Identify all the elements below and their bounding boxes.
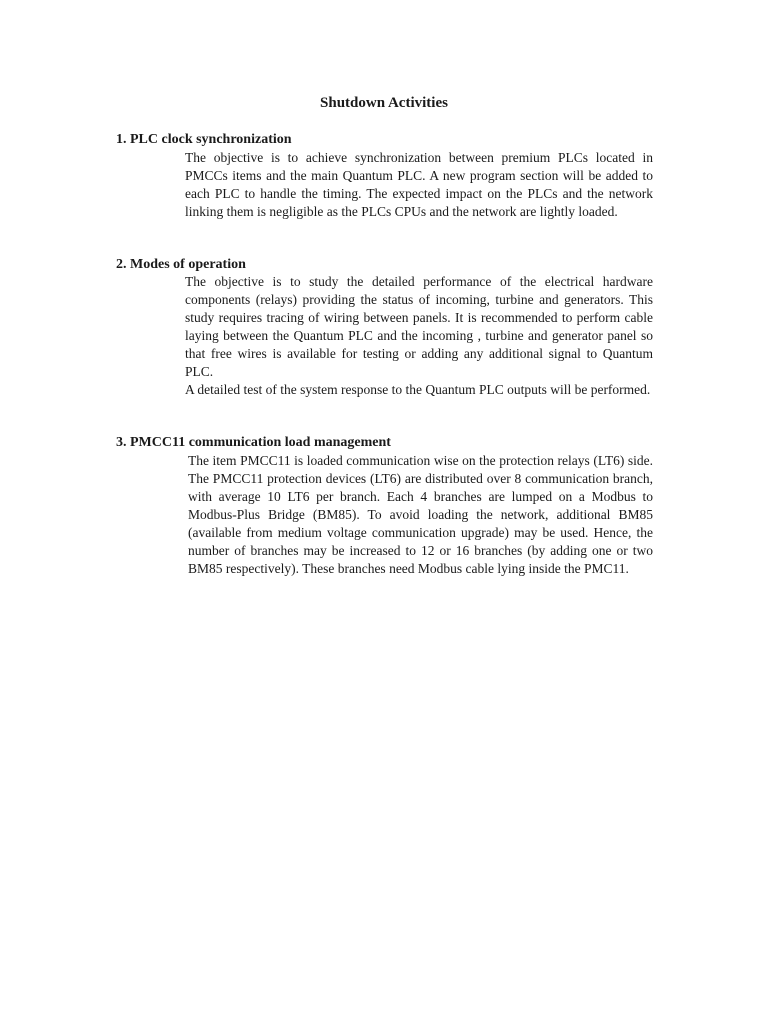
paragraph: The objective is to achieve synchronization between premium PLCs located in PMCCs items and the main Quantum PLC. A new program section will be added to each PLC to handle the timing. The expected impact on the PLCs and the network linking them is negligible as the PLCs CPUs and the network are lightly loaded. <box>185 150 653 219</box>
section-body-plc-clock-synchronization <box>185 149 653 221</box>
section-heading-plc-clock-synchronization: 1. PLC clock synchronization <box>116 132 292 147</box>
section-body-pmcc11-communication-load-management <box>188 452 653 578</box>
document-title: Shutdown Activities <box>320 95 448 111</box>
section-body-modes-of-operation <box>185 273 653 399</box>
paragraph: A detailed test of the system response to the Quantum PLC outputs will be performed. <box>185 382 651 397</box>
paragraph: The item PMCC11 is loaded communication wise on the protection relays (LT6) side. The PMCC11 protection devices (LT6) are distributed over 8 communication branch, with average 10 LT6 per branch. Each 4 branches are lumped on a Modbus to Modbus-Plus Bridge (BM85). To avoid loading the network, additional BM85 (available from medium voltage communication upgrade) may be used. Hence, the number of branches may be increased to 12 or 16 branches (by adding one or two BM85 respectively). These branches need Modbus cable lying inside the PMC11. <box>188 453 653 576</box>
paragraph: The objective is to study the detailed performance of the electrical hardware components (relays) providing the status of incoming, turbine and generators. This study requires tracing of wiring between panels. It is recommended to perform cable laying between the Quantum PLC and the incoming , turbine and generator panel so that free wires is available for testing or adding any additional signal to Quantum PLC. <box>185 274 653 379</box>
section-heading-pmcc11-communication-load-management: 3. PMCC11 communication load management <box>116 435 391 450</box>
section-heading-modes-of-operation: 2. Modes of operation <box>116 257 246 272</box>
